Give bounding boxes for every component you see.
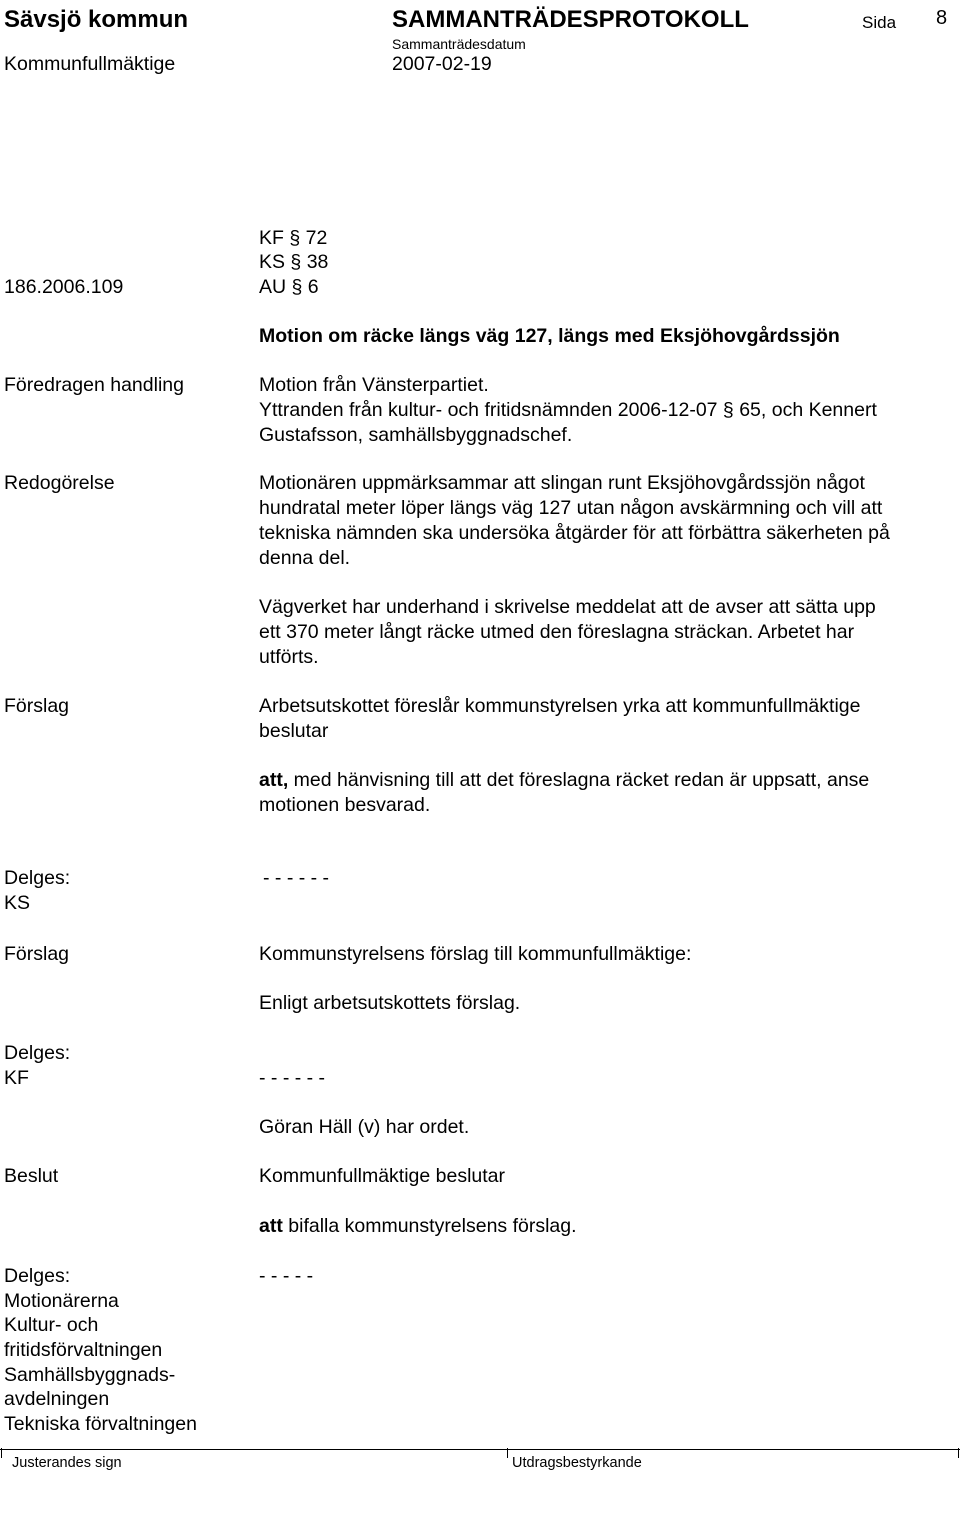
delges-label: Delges: (4, 1042, 71, 1064)
delges-recipient: KS (4, 892, 31, 914)
delges-label: Delges: (4, 867, 71, 889)
page-label: Sida (862, 13, 897, 32)
meeting-date: 2007-02-19 (392, 53, 492, 75)
footer-utdragsbestyrkande: Utdragsbestyrkande (512, 1455, 642, 1471)
beslut-label: Beslut (4, 1165, 59, 1187)
delges-recipient: Motionärerna (4, 1290, 119, 1312)
footer-justerandes-sign: Justerandes sign (12, 1455, 122, 1471)
forslag-line: Arbetsutskottet föreslår kommunstyrelsen yrka att kommunfullmäktige (259, 695, 861, 717)
ks-reference: KS § 38 (259, 251, 329, 273)
forslag-line: Kommunstyrelsens förslag till kommunfullmäktige: (259, 943, 692, 965)
att-text: med hänvisning till att det föreslagna räcket redan är uppsatt, anse (288, 769, 870, 791)
delges-recipient: Kultur- och (4, 1314, 99, 1336)
date-label: Sammanträdesdatum (392, 36, 526, 52)
redogorelse-line: denna del. (259, 547, 351, 569)
forslag-label: Förslag (4, 695, 70, 717)
beslut-line: Kommunfullmäktige beslutar (259, 1165, 506, 1187)
foredragen-line: Yttranden från kultur- och fritidsnämnden 2006-12-07 § 65, och Kennert (259, 399, 877, 421)
redogorelse-line: Vägverket har underhand i skrivelse meddelat att de avser att sätta upp (259, 596, 876, 618)
att-text: bifalla kommunstyrelsens förslag. (282, 1215, 577, 1237)
footer-divider (958, 1448, 959, 1458)
redogorelse-line: Motionären uppmärksammar att slingan runt Eksjöhovgårdssjön något (259, 472, 865, 494)
footer-divider (507, 1448, 508, 1458)
forslag-line: motionen besvarad. (259, 794, 431, 816)
redogorelse-line: ett 370 meter långt räcke utmed den föreslagna sträckan. Arbetet har (259, 621, 855, 643)
delges-recipient: avdelningen (4, 1388, 110, 1410)
au-reference: AU § 6 (259, 276, 319, 298)
foredragen-line: Gustafsson, samhällsbyggnadschef. (259, 424, 573, 446)
redogorelse-label: Redogörelse (4, 472, 115, 494)
footer-divider (1, 1448, 2, 1458)
redogorelse-line: utförts. (259, 646, 319, 668)
foredragen-line: Motion från Vänsterpartiet. (259, 374, 489, 396)
redogorelse-line: tekniska nämnden ska undersöka åtgärder för att förbättra säkerheten på (259, 522, 890, 544)
page-number: 8 (936, 7, 948, 29)
document-type: SAMMANTRÄDESPROTOKOLL (392, 6, 749, 33)
att-keyword: att, (259, 769, 289, 791)
att-keyword: att (259, 1215, 283, 1237)
forslag-line: Enligt arbetsutskottets förslag. (259, 992, 521, 1014)
delges-dashes: - - - - - (259, 1265, 314, 1287)
delges-recipient: fritidsförvaltningen (4, 1339, 163, 1361)
delges-recipient: KF (4, 1067, 29, 1089)
delges-dashes: - - - - - - (263, 867, 330, 889)
forslag-label: Förslag (4, 943, 70, 965)
delges-dashes: - - - - - - (259, 1067, 326, 1089)
footer-rule (0, 1449, 960, 1450)
delges-label: Delges: (4, 1265, 71, 1287)
beslut-att-line (259, 1214, 577, 1239)
redogorelse-line: hundratal meter löper längs väg 127 utan någon avskärmning och vill att (259, 497, 883, 519)
delges-recipient: Samhällsbyggnads- (4, 1364, 176, 1386)
diary-number: 186.2006.109 (4, 276, 124, 298)
forslag-att-line (259, 768, 869, 793)
delges-recipient: Tekniska förvaltningen (4, 1413, 197, 1435)
case-title: Motion om räcke längs väg 127, längs med Eksjöhovgårdssjön (259, 325, 840, 347)
forslag-line: beslutar (259, 720, 329, 742)
municipality-name: Sävsjö kommun (4, 6, 189, 33)
body-name: Kommunfullmäktige (4, 53, 176, 75)
speaker-note: Göran Häll (v) har ordet. (259, 1116, 470, 1138)
foredragen-label: Föredragen handling (4, 374, 184, 396)
kf-reference: KF § 72 (259, 227, 328, 249)
